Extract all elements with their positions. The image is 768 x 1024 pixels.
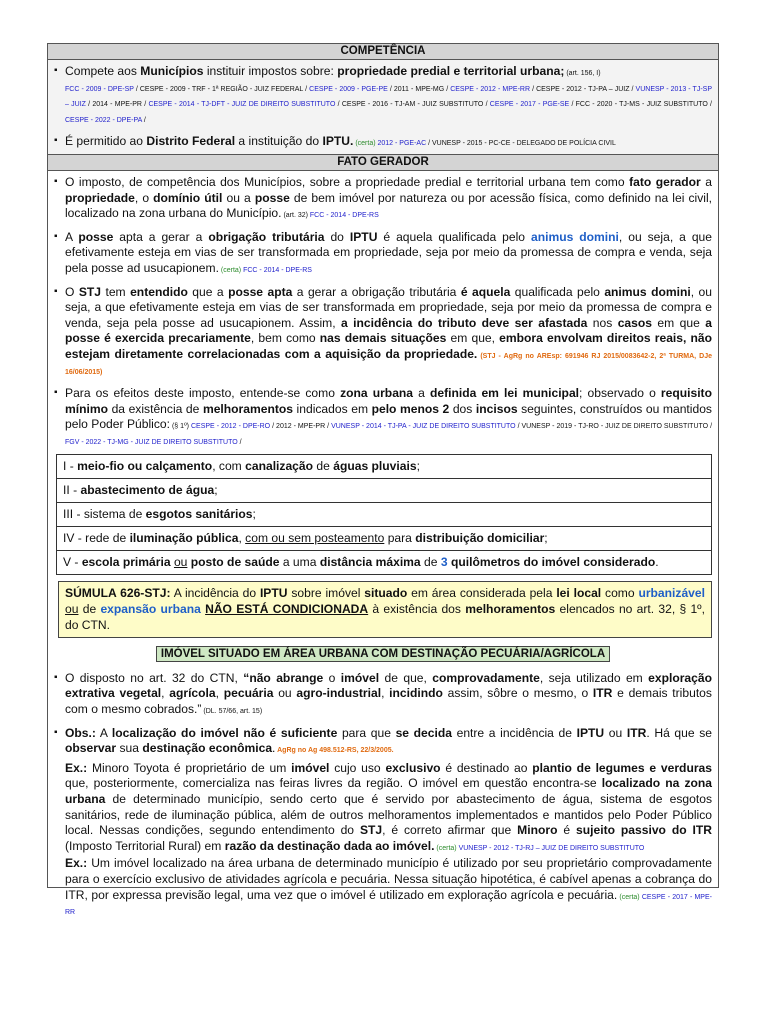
incisos-box	[56, 454, 712, 575]
list-item-fato-gerador-4: ▪ Para os efeitos deste imposto, entende-se como zona urbana a definida em lei municipal; observado o requisito mínimo da existência de melhoramentos indicados em pelo menos 2 dos incisos seguintes, construídos ou mantidos pelo Poder Público: (§ 1º) CESPE - 2012 - DPE-RO / 2012 - MPE-PR / VUNESP - 2014 - TJ-PA - JUIZ DE DIREITO SUBSTITUTO / VUNESP - 2019 - TJ-RO - JUIZ DE DIREITO SUBSTITUTO / FGV - 2022 - TJ-MG - JUIZ DE DIREITO SUBSTITUTO /	[48, 382, 718, 452]
inciso-iv: IV - rede de iluminação pública, com ou sem posteamento para distribuição domiciliar;	[57, 527, 711, 551]
inciso-iii: III - sistema de esgotos sanitários;	[57, 503, 711, 527]
inciso-ii: II - abastecimento de água;	[57, 479, 711, 503]
list-item-fato-gerador-1: ▪ O imposto, de competência dos Municípios, sobre a propriedade predial e territorial urbana tem como fato gerador a propriedade, o domínio útil ou a posse de bem imóvel por natureza ou por acessão física, como definido na lei civil, localizado na zona urbana do Município. (art. 32) FCC - 2014 - DPE-RS	[48, 171, 718, 226]
section-header-fato-gerador: FATO GERADOR	[48, 154, 718, 171]
document-page	[47, 43, 719, 917]
list-item-competencia-1: ▪ Compete aos Municípios instituir impostos sobre: propriedade predial e territorial urbana; (art. 156, I) FCC - 2009 - DPE-SP / CESPE - 2009 - TRF - 1ª REGIÃO - JUIZ FEDERAL / CESPE - 2009 - PGE-PE / 2011 - MPE-MG / CESPE - 2012 - MPE-RR / CESPE - 2012 - TJ-PA – JUIZ / VUNESP - 2013 - TJ-SP – JUIZ / 2014 - MPE-PR / CESPE - 2014 - TJ-DFT - JUIZ DE DIREITO SUBSTITUTO / CESPE - 2016 - TJ-AM - JUIZ SUBSTITUTO / CESPE - 2017 - PGE-SE / FCC - 2020 - TJ-MS - JUIZ SUBSTITUTO / CESPE - 2022 - DPE-PA /	[48, 60, 718, 130]
example-2: Ex.: Um imóvel localizado na área urbana de determinado município é utilizado por seu proprietário comprovadamente para o exercício exclusivo de atividades agrícola e pecuária. Nessa situação hipotética, é cabível apenas a cobrança do ITR, por expressa previsão legal, uma vez que o imóvel é utilizado em exploração agrícola e pecuária. (certa) CESPE - 2017 - MPE-RR	[65, 856, 712, 917]
list-item-fato-gerador-3: ▪ O STJ tem entendido que a posse apta a gerar a obrigação tributária é aquela qualificada pelo animus domini, ou seja, a que efetivamente esteja em vias de ser transformada em propriedade, seja por meio da promessa de compra e venda, seja pela posse ad usucapionem. Assim, a incidência do tributo deve ser afastada nos casos em que a posse é exercida precariamente, bem como nas demais situações em que, embora envolvam direitos reais, não estejam diretamente correlacionadas com a aquisição da propriedade. (STJ - AgRg no AREsp: 691946 RJ 2015/0083642-2, 2ª TURMA, DJe 16/06/2015)	[48, 281, 718, 383]
exam-references: FCC - 2009 - DPE-SP / CESPE - 2009 - TRF - 1ª REGIÃO - JUIZ FEDERAL / CESPE - 2009 - PGE-PE / 2011 - MPE-MG / CESPE - 2012 - MPE-RR / CESPE - 2012 - TJ-PA – JUIZ / VUNESP - 2013 - TJ-SP – JUIZ / 2014 - MPE-PR / CESPE - 2014 - TJ-DFT - JUIZ DE DIREITO SUBSTITUTO / CESPE - 2016 - TJ-AM - JUIZ SUBSTITUTO / CESPE - 2017 - PGE-SE / FCC - 2020 - TJ-MS - JUIZ SUBSTITUTO / CESPE - 2022 - DPE-PA /	[65, 85, 713, 124]
list-item-imovel-obs: ▪ Obs.: A localização do imóvel não é suficiente para que se decida entre a incidência de IPTU ou ITR. Há que se observar sua destinação econômica. AgRg no Ag 498.512-RS, 22/3/2005.	[48, 722, 718, 761]
inciso-i: I - meio-fio ou calçamento, com canalização de águas pluviais;	[57, 455, 711, 479]
section-header-competencia: COMPETÊNCIA	[48, 44, 718, 60]
sumula-626-box: SÚMULA 626-STJ: A incidência do IPTU sobre imóvel situado em área considerada pela lei local como urbanizável ou de expansão urbana NÃO ESTÁ CONDICIONADA à existência dos melhoramentos elencados no art. 32, § 1º, do CTN.	[58, 581, 712, 638]
section-competencia	[48, 60, 718, 154]
list-item-competencia-2: ▪ É permitido ao Distrito Federal a instituição do IPTU. (certa) 2012 - PGE-AC / VUNESP - 2015 - PC-CE - DELEGADO DE POLÍCIA CIVIL	[48, 130, 718, 154]
list-item-fato-gerador-2: ▪ A posse apta a gerar a obrigação tributária do IPTU é aquela qualificada pelo animus domini, ou seja, a que efetivamente esteja em vias de ser transformada em propriedade, seja por meio da promessa de compra e venda, seja pela posse ad usucapionem. (certa) FCC - 2014 - DPE-RS	[48, 226, 718, 281]
example-1: Ex.: Minoro Toyota é proprietário de um imóvel cujo uso exclusivo é destinado ao plantio de legumes e verduras que, posteriormente, comercializa nas feiras livres da região. O imóvel em questão encontra-se localizado na zona urbana de determinado município, sendo certo que é servido por abastecimento de água, sistema de esgotos sanitários, rede de iluminação pública, além de outros melhoramentos implementados e mantidos pelo Poder Público local. Nessas condições, segundo entendimento do STJ, é correto afirmar que Minoro é sujeito passivo do ITR (Imposto Territorial Rural) em razão da destinação dada ao imóvel. (certa) VUNESP - 2012 - TJ-RJ – JUIZ DE DIREITO SUBSTITUTO	[65, 760, 712, 853]
list-item-imovel-1: ▪ O disposto no art. 32 do CTN, “não abrange o imóvel de que, comprovadamente, seja utilizado em exploração extrativa vegetal, agrícola, pecuária ou agro-industrial, incidindo assim, sôbre o mesmo, o ITR e demais tributos com o mesmo cobrados.” (DL. 57/66, art. 15)	[48, 667, 718, 722]
inciso-v: V - escola primária ou posto de saúde a uma distância máxima de 3 quilômetros do imóvel considerado.	[63, 555, 659, 570]
section-title-imovel-urbano: IMÓVEL SITUADO EM ÁREA URBANA COM DESTINAÇÃO PECUÁRIA/AGRÍCOLA	[48, 646, 718, 663]
